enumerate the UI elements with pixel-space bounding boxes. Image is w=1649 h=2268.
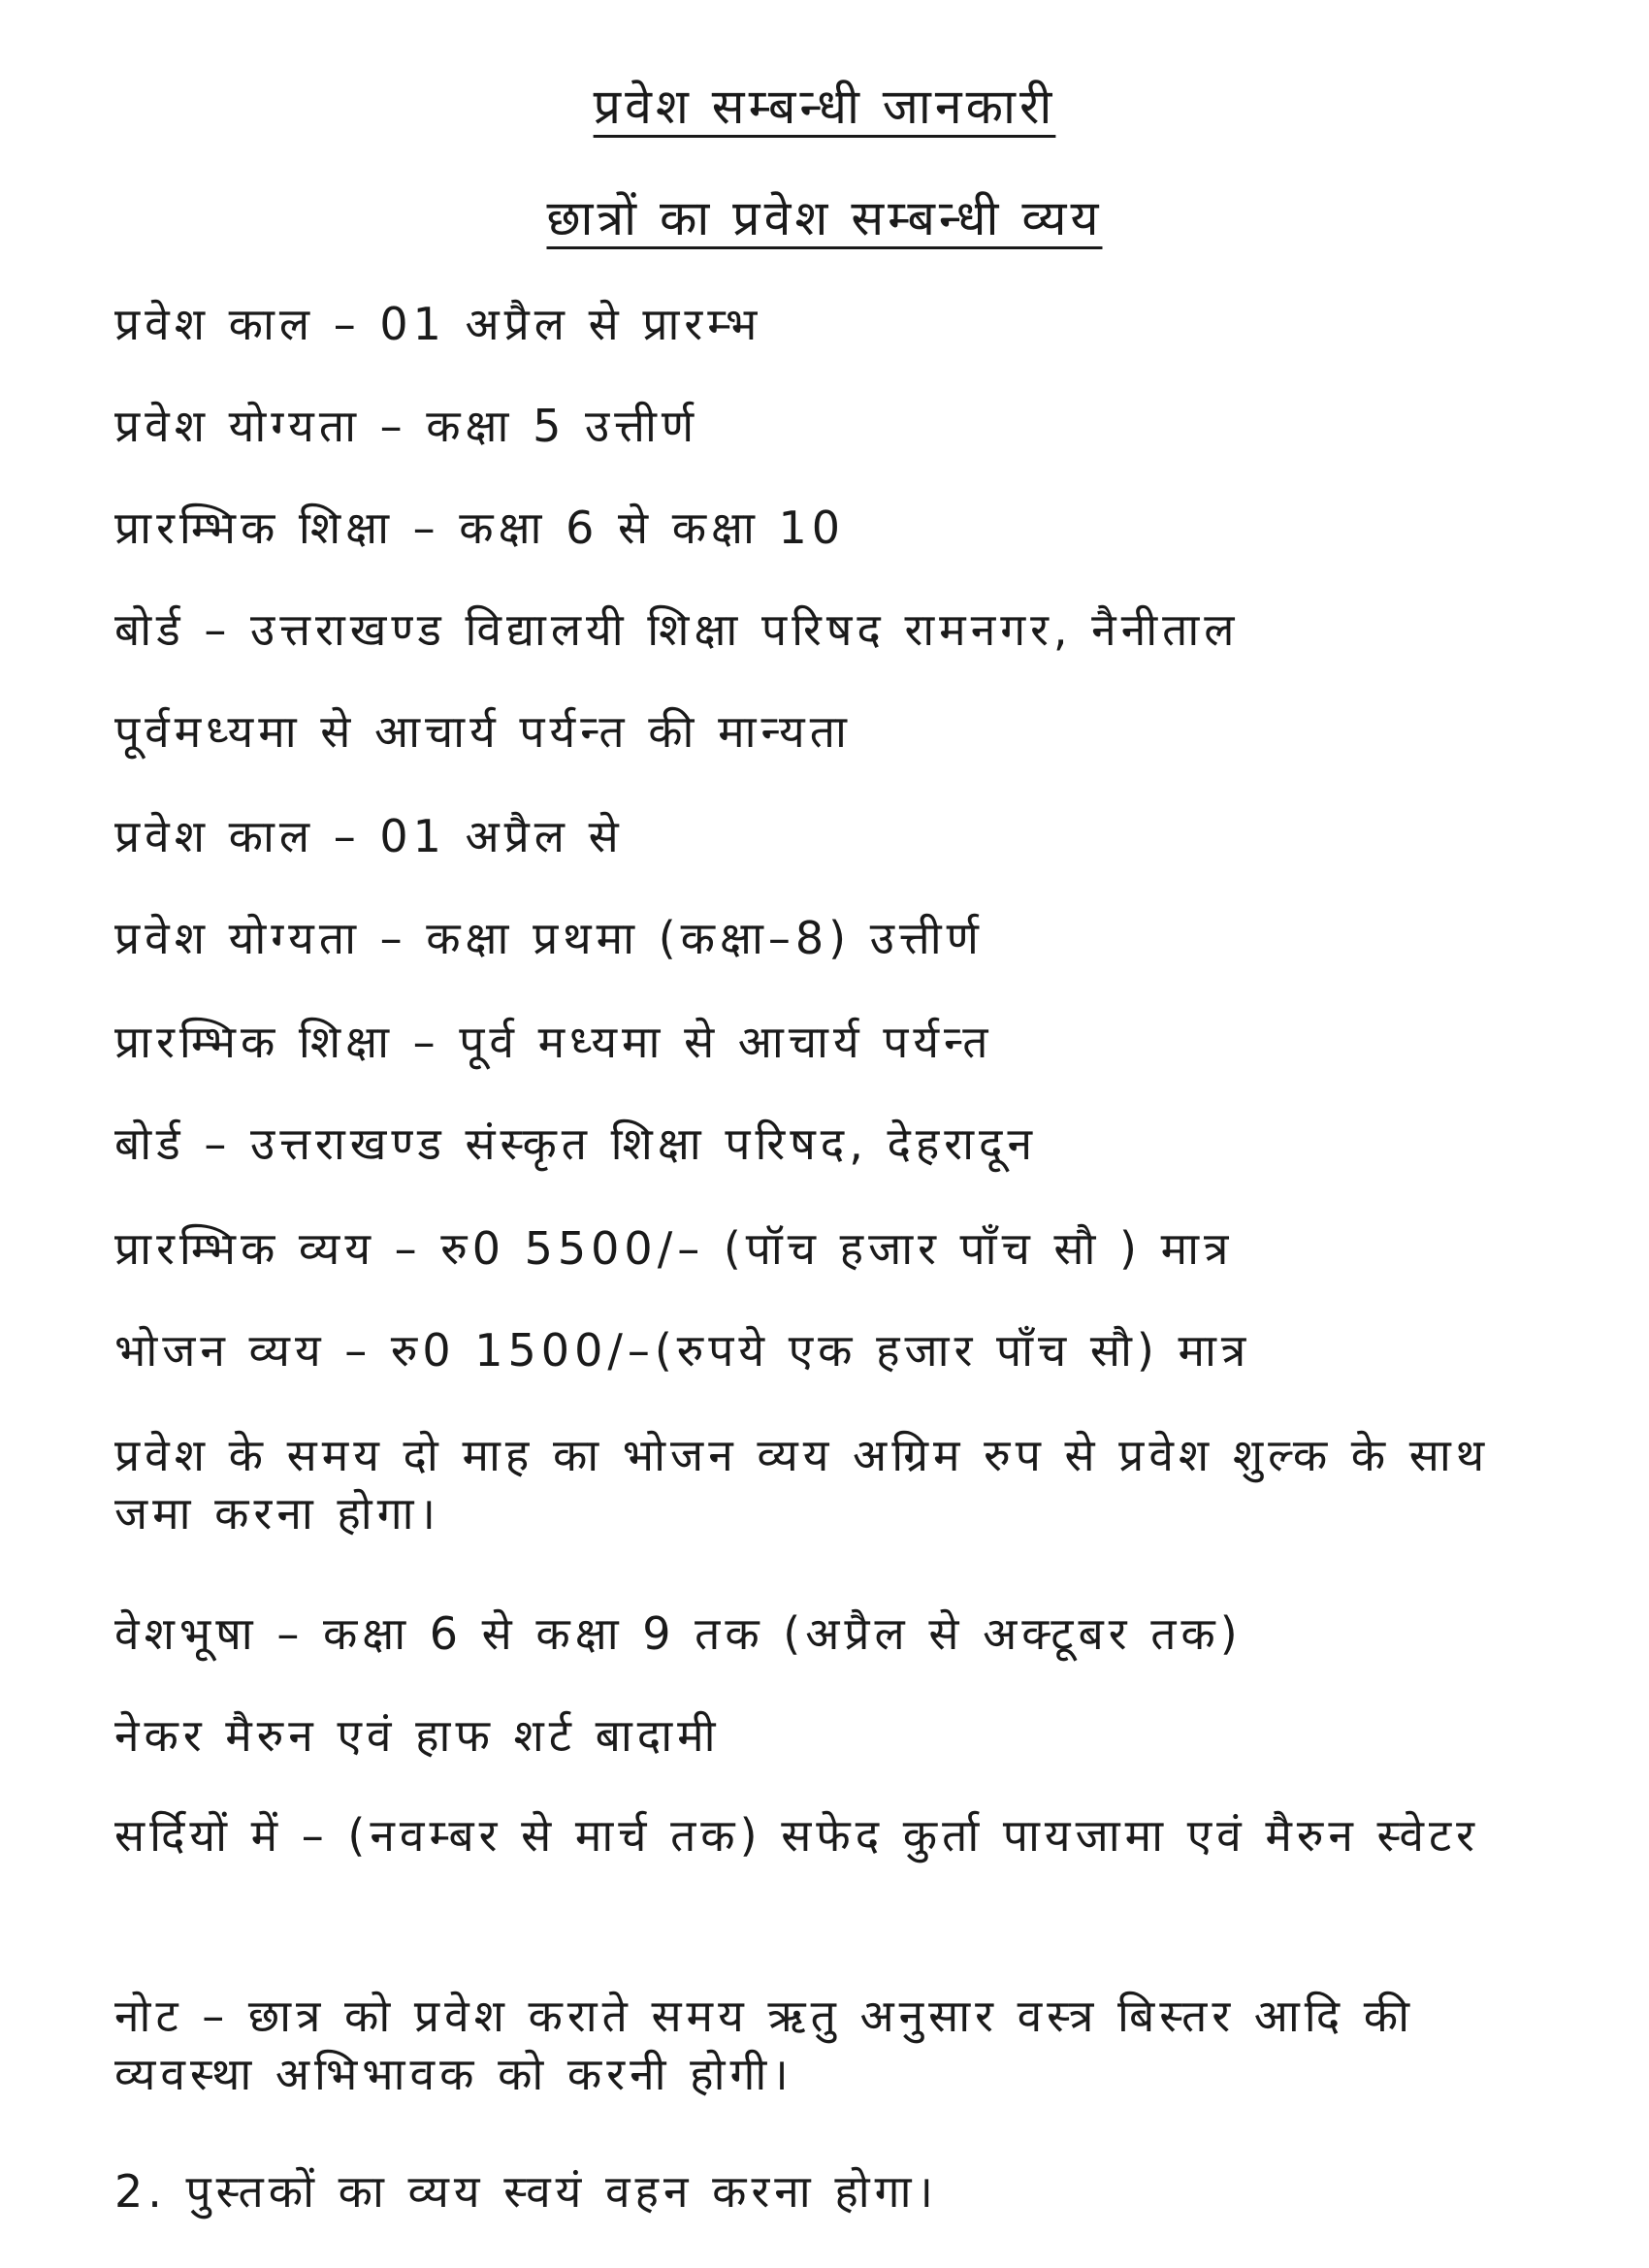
- admission-period-line: प्रवेश काल – 01 अप्रैल से प्रारम्भ: [114, 298, 762, 350]
- admission-eligibility-line: प्रवेश योग्यता – कक्षा 5 उत्तीर्ण: [114, 400, 699, 452]
- page-title: प्रवेश सम्बन्धी जानकारी: [593, 79, 1056, 135]
- admission-period-line-2: प्रवेश काल – 01 अप्रैल से: [114, 810, 624, 862]
- primary-education-line: प्रारम्भिक शिक्षा – कक्षा 6 से कक्षा 10: [114, 502, 846, 554]
- advance-payment-note: प्रवेश के समय दो माह का भोजन व्यय अग्रिम रुप से प्रवेश शुल्क के साथ जमा करना होगा।: [114, 1429, 1490, 1539]
- books-expense-note: 2. पुस्तकों का व्यय स्वयं वहन करना होगा।: [114, 2165, 938, 2218]
- initial-expense-line: प्रारम्भिक व्यय – रु0 5500/– (पॉच हजार पाँच सौ ) मात्र: [114, 1222, 1234, 1275]
- page-subtitle: छात्रों का प्रवेश सम्बन्धी व्यय: [546, 190, 1103, 246]
- board-line-2: बोर्ड – उत्तराखण्ड संस्कृत शिक्षा परिषद, देहरादून: [114, 1118, 1037, 1170]
- parent-arrangement-note: नोट – छात्र को प्रवेश कराते समय ऋतु अनुसार वस्त्र बिस्तर आदि की व्यवस्था अभिभावक को करनी होगी।: [114, 1990, 1414, 2100]
- recognition-line: पूर्वमध्यमा से आचार्य पर्यन्त की मान्यता: [114, 705, 852, 758]
- primary-education-line-2: प्रारम्भिक शिक्षा – पूर्व मध्यमा से आचार्य पर्यन्त: [114, 1016, 993, 1068]
- admission-eligibility-line-2: प्रवेश योग्यता – कक्षा प्रथमा (कक्षा–8) उत्तीर्ण: [114, 912, 984, 964]
- uniform-winter-line: सर्दियों में – (नवम्बर से मार्च तक) सफेद कुर्ता पायजामा एवं मैरुन स्वेटर: [114, 1809, 1479, 1862]
- food-expense-line: भोजन व्यय – रु0 1500/–(रुपये एक हजार पाँच सौ) मात्र: [114, 1324, 1251, 1377]
- uniform-summer-line: नेकर मैरुन एवं हाफ शर्ट बादामी: [114, 1709, 721, 1762]
- board-line: बोर्ड – उत्तराखण्ड विद्यालयी शिक्षा परिषद रामनगर, नैनीताल: [114, 603, 1240, 656]
- uniform-line: वेशभूषा – कक्षा 6 से कक्षा 9 तक (अप्रैल से अक्टूबर तक): [114, 1607, 1243, 1660]
